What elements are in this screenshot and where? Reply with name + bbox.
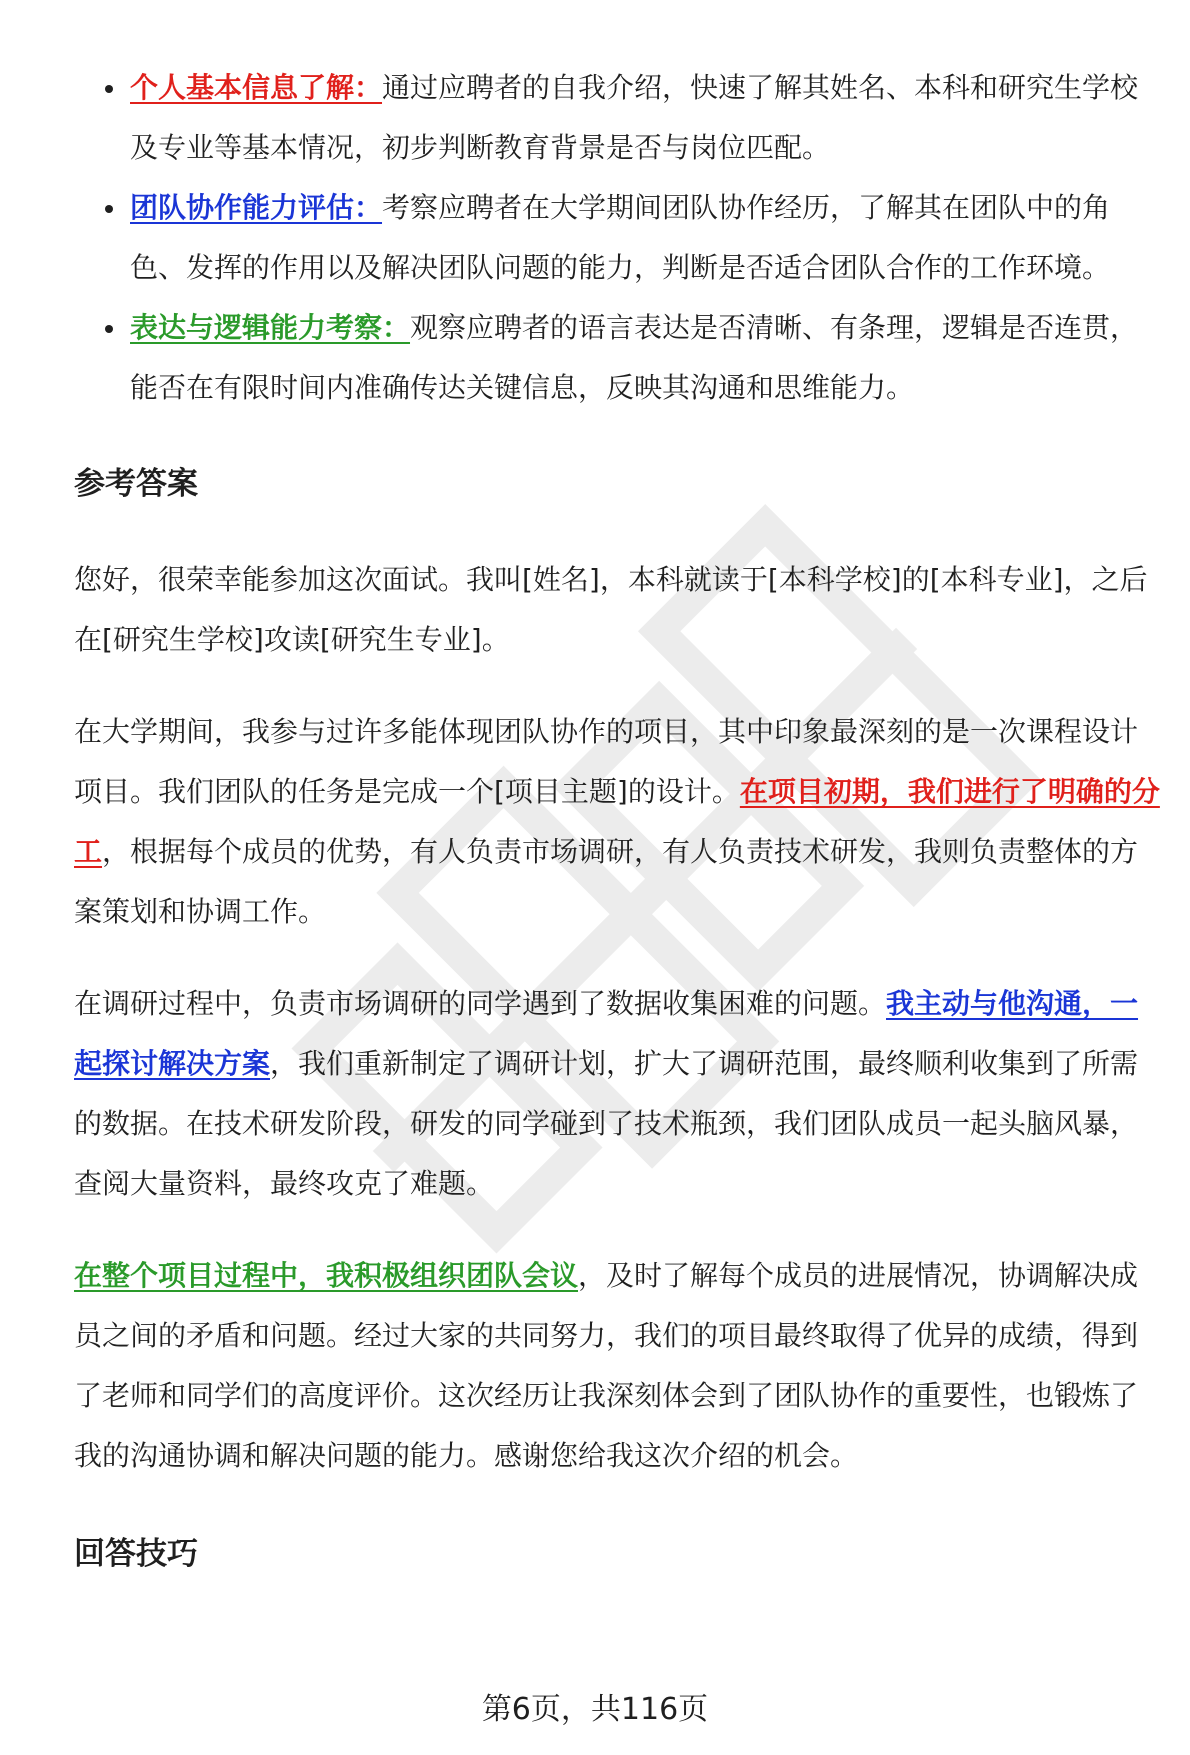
list-item <box>74 178 1164 298</box>
paragraph-text: 您好，很荣幸能参加这次面试。我叫[姓名]，本科就读于[本科学校]的[本科专业]，之后在[研究生学校]攻读[研究生专业]。 <box>74 563 1148 656</box>
highlighted-phrase: 我主动与他沟通，一起探讨解决方案 <box>74 987 1139 1080</box>
list-item <box>74 298 1164 418</box>
answer-paragraph <box>74 1246 1164 1486</box>
paragraph-text: 在调研过程中，负责市场调研的同学遇到了数据收集困难的问题。 <box>74 987 887 1020</box>
paragraph-text: 在大学期间，我参与过许多能体现团队协作的项目，其中印象最深刻的是一次课程设计项目。我们团队的任务是完成一个[项目主题]的设计。 <box>74 715 1139 808</box>
document-content <box>74 58 1164 1576</box>
section-heading-tips: 回答技巧 <box>74 1536 198 1572</box>
point-label: 个人基本信息了解： <box>130 71 383 104</box>
point-label: 团队协作能力评估： <box>130 191 383 224</box>
answer-paragraph <box>74 702 1164 942</box>
point-label: 表达与逻辑能力考察： <box>130 311 411 344</box>
point-text: 考察应聘者在大学期间团队协作经历，了解其在团队中的角色、发挥的作用以及解决团队问题的能力，判断是否适合团队合作的工作环境。 <box>130 191 1111 284</box>
answer-paragraph <box>74 550 1164 670</box>
highlighted-phrase: 在整个项目过程中，我积极组织团队会议 <box>74 1259 579 1292</box>
list-item <box>74 58 1164 178</box>
paragraph-text: ，及时了解每个成员的进展情况，协调解决成员之间的矛盾和问题。经过大家的共同努力，我们的项目最终取得了优异的成绩，得到了老师和同学们的高度评价。这次经历让我深刻体会到了团队协作的重要性，也锻炼了我的沟通协调和解决问题的能力。感谢您给我这次介绍的机会。 <box>74 1259 1139 1472</box>
answer-paragraph <box>74 974 1164 1214</box>
evaluation-points-list <box>74 58 1164 418</box>
paragraph-text: ，根据每个成员的优势，有人负责市场调研，有人负责技术研发，我则负责整体的方案策划和协调工作。 <box>74 835 1139 928</box>
page-number-footer: 第6页，共116页 <box>481 1692 709 1727</box>
point-text: 通过应聘者的自我介绍，快速了解其姓名、本科和研究生学校及专业等基本情况，初步判断教育背景是否与岗位匹配。 <box>130 71 1139 164</box>
highlighted-phrase: 在项目初期，我们进行了明确的分工 <box>74 775 1160 868</box>
paragraph-text: ，我们重新制定了调研计划，扩大了调研范围，最终顺利收集到了所需的数据。在技术研发阶段，研发的同学碰到了技术瓶颈，我们团队成员一起头脑风暴，查阅大量资料，最终攻克了难题。 <box>74 1047 1139 1200</box>
bullet-dot-icon <box>105 205 113 213</box>
bullet-dot-icon <box>105 85 113 93</box>
section-heading-answer: 参考答案 <box>74 466 198 502</box>
bullet-dot-icon <box>105 325 113 333</box>
point-text: 观察应聘者的语言表达是否清晰、有条理，逻辑是否连贯，能否在有限时间内准确传达关键信息，反映其沟通和思维能力。 <box>130 311 1139 404</box>
